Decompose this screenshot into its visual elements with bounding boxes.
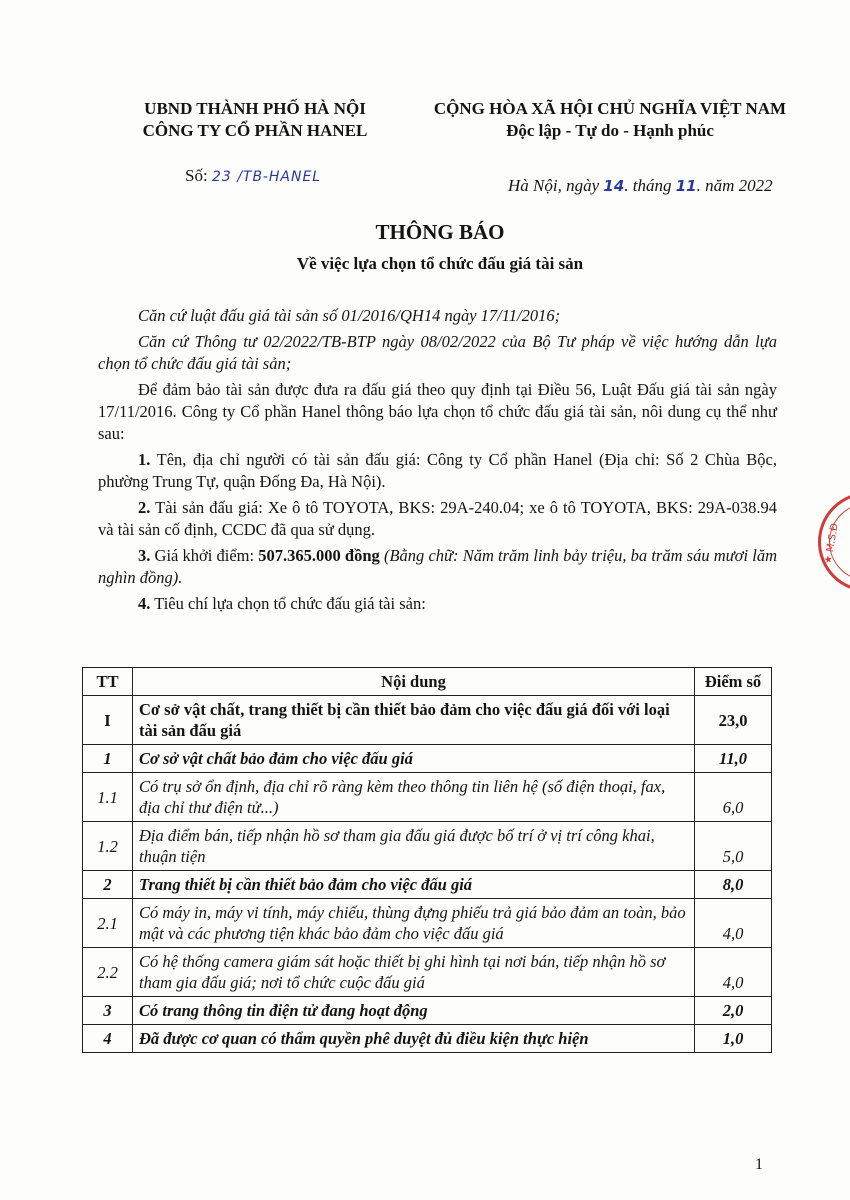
item-4 — [98, 593, 777, 615]
legal-basis-2: Căn cứ Thông tư 02/2022/TB-BTP ngày 08/02/2022 của Bộ Tư pháp về việc hướng dẫn lựa chọn tổ chức đấu giá tài sản; — [98, 332, 777, 373]
row-score: 8,0 — [695, 871, 772, 899]
table-row — [83, 899, 772, 948]
row-content: Có máy in, máy vi tính, máy chiếu, thùng đựng phiếu trả giá bảo đảm an toàn, bảo mật và các phương tiện khác bảo đảm cho việc đấu giá — [133, 899, 695, 948]
national-motto: Độc lập - Tự do - Hạnh phúc — [506, 121, 714, 140]
table-row — [83, 871, 772, 899]
header-tt: TT — [83, 668, 133, 696]
item-1-number: 1. — [138, 450, 151, 469]
row-content: Địa điểm bán, tiếp nhận hồ sơ tham gia đấu giá được bố trí ở vị trí công khai, thuận tiện — [133, 822, 695, 871]
row-score: 4,0 — [695, 948, 772, 997]
row-content: Có trang thông tin điện tử đang hoạt động — [133, 997, 695, 1025]
date-year: . năm 2022 — [696, 176, 773, 195]
row-tt: 2.1 — [83, 899, 133, 948]
header-score: Điểm số — [695, 668, 772, 696]
item-2-number: 2. — [138, 498, 151, 517]
row-tt: 1.1 — [83, 773, 133, 822]
row-content: Trang thiết bị cần thiết bảo đảm cho việc đấu giá — [133, 871, 695, 899]
item-4-number: 4. — [138, 594, 151, 613]
page-number: 1 — [755, 1156, 763, 1173]
row-content: Cơ sở vật chất bảo đảm cho việc đấu giá — [133, 745, 695, 773]
item-4-text: Tiêu chí lựa chọn tổ chức đấu giá tài sản: — [150, 594, 426, 613]
row-content: Có trụ sở ổn định, địa chỉ rõ ràng kèm theo thông tin liên hệ (số điện thoại, fax, địa chỉ thư điện tử...) — [133, 773, 695, 822]
date-month-label: . tháng — [624, 176, 676, 195]
table-row — [83, 997, 772, 1025]
row-score: 6,0 — [695, 773, 772, 822]
document-number — [185, 166, 321, 186]
item-3-number: 3. — [138, 546, 151, 565]
date-day: 14 — [603, 177, 625, 195]
item-3-label: Giá khởi điểm: — [150, 546, 259, 565]
table-row — [83, 745, 772, 773]
row-tt: 1.2 — [83, 822, 133, 871]
item-1 — [98, 449, 777, 493]
row-score: 11,0 — [695, 745, 772, 773]
document-body — [98, 305, 777, 619]
date-month: 11 — [675, 177, 697, 195]
table-row — [83, 822, 772, 871]
row-content: Có hệ thống camera giám sát hoặc thiết bị ghi hình tại nơi bán, tiếp nhận hồ sơ tham gia đấu giá; nơi tổ chức cuộc đấu giá — [133, 948, 695, 997]
row-tt: 3 — [83, 997, 133, 1025]
row-tt: 2 — [83, 871, 133, 899]
row-score: 1,0 — [695, 1025, 772, 1053]
table-row — [83, 773, 772, 822]
row-tt: 1 — [83, 745, 133, 773]
document-subtitle: Về việc lựa chọn tổ chức đấu giá tài sản — [296, 254, 584, 273]
national-title: CỘNG HÒA XÃ HỘI CHỦ NGHĨA VIỆT NAM — [433, 99, 787, 118]
document-title: THÔNG BÁO — [375, 220, 505, 244]
table-row — [83, 696, 772, 745]
red-seal-stamp — [818, 492, 850, 592]
header-left — [120, 98, 390, 142]
row-content: Đã được cơ quan có thẩm quyền phê duyệt đủ điều kiện thực hiện — [133, 1025, 695, 1053]
document-number-label: Số: — [185, 166, 208, 185]
document-number-value: 23 /TB-HANEL — [211, 169, 322, 185]
seal-text: ★ M.S.Đ — [822, 522, 841, 566]
row-content: Cơ sở vật chất, trang thiết bị cần thiết bảo đảm cho việc đấu giá đối với loại tài sản đấu giá — [133, 696, 695, 745]
row-score: 5,0 — [695, 822, 772, 871]
document-date — [508, 176, 773, 196]
issuer-authority: UBND THÀNH PHỐ HÀ NỘI — [144, 99, 366, 118]
issuer-company: CÔNG TY CỔ PHẦN HANEL — [142, 121, 368, 140]
row-tt: 4 — [83, 1025, 133, 1053]
row-score: 2,0 — [695, 997, 772, 1025]
item-2 — [98, 497, 777, 541]
date-prefix: Hà Nội, ngày — [508, 176, 604, 195]
table-row — [83, 1025, 772, 1053]
row-score: 23,0 — [695, 696, 772, 745]
item-2-text: Tài sản đấu giá: Xe ô tô TOYOTA, BKS: 29A-240.04; xe ô tô TOYOTA, BKS: 29A-038.94 và tài sản cố định, CCDC đã qua sử dụng. — [98, 498, 777, 539]
item-3 — [98, 545, 777, 589]
criteria-table — [82, 667, 772, 1053]
header-content: Nội dung — [133, 668, 695, 696]
header-right — [400, 98, 820, 142]
item-1-text: Tên, địa chỉ người có tài sản đấu giá: Công ty Cổ phần Hanel (Địa chỉ: Số 2 Chùa Bộc, phường Trung Tự, quận Đống Đa, Hà Nội). — [98, 450, 777, 491]
legal-basis-1: Căn cứ luật đấu giá tài sản số 01/2016/QH14 ngày 17/11/2016; — [138, 306, 561, 325]
table-row — [83, 948, 772, 997]
starting-price-words: (Bằng chữ: Năm trăm linh bảy triệu, ba trăm sáu mươi lăm nghìn đồng). — [98, 546, 777, 587]
table-header-row — [83, 668, 772, 696]
row-score: 4,0 — [695, 899, 772, 948]
row-tt: 2.2 — [83, 948, 133, 997]
starting-price: 507.365.000 đồng — [258, 546, 380, 565]
intro-paragraph: Để đảm bảo tài sản được đưa ra đấu giá theo quy định tại Điều 56, Luật Đấu giá tài sản ngày 17/11/2016. Công ty Cổ phần Hanel thông báo lựa chọn tổ chức đấu giá tài sản, nôi dung cụ thể như sau: — [98, 380, 777, 443]
row-tt: I — [83, 696, 133, 745]
